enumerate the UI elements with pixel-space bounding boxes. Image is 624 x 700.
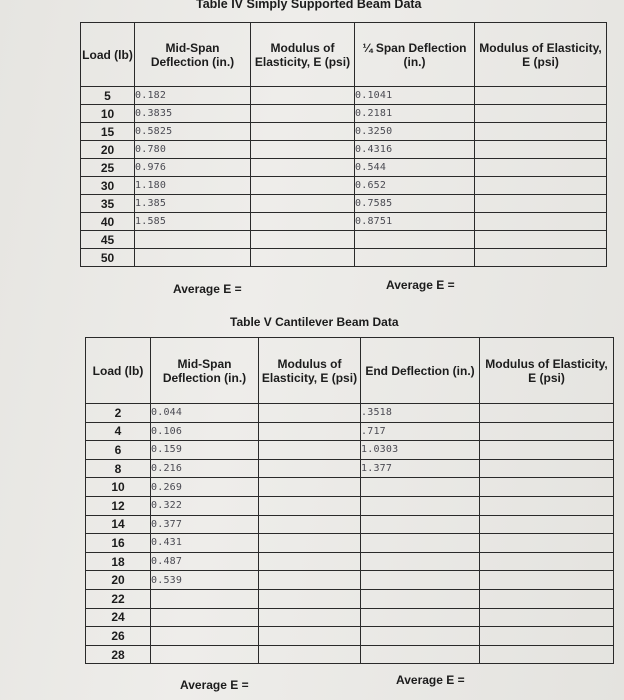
modulus-cell (480, 534, 614, 553)
table4-average-right: Average E = (386, 278, 455, 292)
load-cell: 12 (86, 496, 151, 515)
modulus-cell (480, 608, 614, 627)
modulus-cell (475, 87, 607, 105)
mid-span-cell: 0.976 (135, 159, 251, 177)
quarter-span-cell (355, 249, 475, 267)
load-cell: 40 (81, 213, 135, 231)
load-cell: 14 (86, 515, 151, 534)
mid-span-cell: 1.585 (135, 213, 251, 231)
end-deflection-cell: .717 (361, 422, 480, 441)
load-cell: 22 (86, 589, 151, 608)
modulus-cell (259, 496, 361, 515)
quarter-span-cell: 0.4316 (355, 141, 475, 159)
cantilever-beam-table (85, 337, 614, 664)
table-row (81, 159, 607, 177)
mid-span-cell: 0.780 (135, 141, 251, 159)
end-deflection-cell (361, 552, 480, 571)
header-modulus: Modulus of Elasticity, E (psi) (259, 338, 361, 404)
quarter-span-cell: 0.652 (355, 177, 475, 195)
table5-title: Table V Cantilever Beam Data (230, 315, 399, 329)
quarter-span-cell: 0.544 (355, 159, 475, 177)
mid-span-cell: 0.159 (151, 441, 259, 460)
table-row (86, 645, 614, 664)
header-load: Load (lb) (81, 23, 135, 87)
modulus-cell (259, 515, 361, 534)
modulus-cell (480, 478, 614, 497)
mid-span-cell (151, 627, 259, 646)
load-cell: 25 (81, 159, 135, 177)
modulus-cell (480, 515, 614, 534)
modulus-cell (251, 213, 355, 231)
modulus-cell (480, 404, 614, 423)
end-deflection-cell (361, 496, 480, 515)
simply-supported-beam-table (80, 22, 607, 267)
table5-average-left: Average E = (180, 678, 249, 692)
mid-span-cell: 0.216 (151, 459, 259, 478)
table-row (81, 123, 607, 141)
mid-span-cell: 0.044 (151, 404, 259, 423)
load-cell: 16 (86, 534, 151, 553)
load-cell: 45 (81, 231, 135, 249)
header-modulus: Modulus of Elasticity, E (psi) (475, 23, 607, 87)
modulus-cell (251, 105, 355, 123)
quarter-span-cell: 0.1041 (355, 87, 475, 105)
load-cell: 50 (81, 249, 135, 267)
table-row (81, 195, 607, 213)
table-row (86, 589, 614, 608)
modulus-cell (480, 645, 614, 664)
end-deflection-cell: .3518 (361, 404, 480, 423)
modulus-cell (259, 441, 361, 460)
table-row (86, 627, 614, 646)
table-row (81, 213, 607, 231)
table-row (86, 404, 614, 423)
modulus-cell (259, 552, 361, 571)
modulus-cell (251, 249, 355, 267)
modulus-cell (259, 645, 361, 664)
modulus-cell (475, 213, 607, 231)
load-cell: 10 (81, 105, 135, 123)
modulus-cell (480, 571, 614, 590)
modulus-cell (259, 478, 361, 497)
table4-average-left: Average E = (173, 282, 242, 296)
modulus-cell (259, 589, 361, 608)
end-deflection-cell (361, 571, 480, 590)
mid-span-cell: 0.431 (151, 534, 259, 553)
table-row (86, 571, 614, 590)
mid-span-cell (151, 608, 259, 627)
mid-span-cell: 0.269 (151, 478, 259, 497)
mid-span-cell (135, 249, 251, 267)
end-deflection-cell (361, 627, 480, 646)
end-deflection-cell (361, 645, 480, 664)
modulus-cell (251, 177, 355, 195)
header-mid-span: Mid-Span Deflection (in.) (151, 338, 259, 404)
modulus-cell (475, 105, 607, 123)
modulus-cell (259, 459, 361, 478)
modulus-cell (480, 441, 614, 460)
modulus-cell (259, 422, 361, 441)
table4-title: Table IV Simply Supported Beam Data (196, 0, 422, 11)
table-row (81, 141, 607, 159)
load-cell: 24 (86, 608, 151, 627)
modulus-cell (251, 159, 355, 177)
table-row (86, 552, 614, 571)
modulus-cell (251, 87, 355, 105)
load-cell: 20 (86, 571, 151, 590)
modulus-cell (251, 141, 355, 159)
table-row (86, 422, 614, 441)
header-modulus: Modulus of Elasticity, E (psi) (480, 338, 614, 404)
quarter-span-cell (355, 231, 475, 249)
modulus-cell (480, 627, 614, 646)
modulus-cell (480, 422, 614, 441)
quarter-span-cell: 0.7585 (355, 195, 475, 213)
header-end-deflection: End Deflection (in.) (361, 338, 480, 404)
end-deflection-cell: 1.377 (361, 459, 480, 478)
end-deflection-cell: 1.0303 (361, 441, 480, 460)
end-deflection-cell (361, 534, 480, 553)
end-deflection-cell (361, 608, 480, 627)
table-row (86, 515, 614, 534)
table-row (81, 105, 607, 123)
modulus-cell (251, 231, 355, 249)
mid-span-cell (135, 231, 251, 249)
quarter-span-cell: 0.3250 (355, 123, 475, 141)
modulus-cell (475, 159, 607, 177)
modulus-cell (475, 123, 607, 141)
end-deflection-cell (361, 589, 480, 608)
load-cell: 20 (81, 141, 135, 159)
table-row (86, 441, 614, 460)
modulus-cell (475, 195, 607, 213)
table-row (81, 87, 607, 105)
end-deflection-cell (361, 478, 480, 497)
mid-span-cell: 0.487 (151, 552, 259, 571)
load-cell: 5 (81, 87, 135, 105)
modulus-cell (259, 627, 361, 646)
mid-span-cell: 0.539 (151, 571, 259, 590)
quarter-span-cell: 0.2181 (355, 105, 475, 123)
mid-span-cell: 0.182 (135, 87, 251, 105)
header-load: Load (lb) (86, 338, 151, 404)
load-cell: 35 (81, 195, 135, 213)
table-row (86, 478, 614, 497)
modulus-cell (475, 141, 607, 159)
load-cell: 18 (86, 552, 151, 571)
modulus-cell (480, 589, 614, 608)
load-cell: 30 (81, 177, 135, 195)
mid-span-cell: 0.5825 (135, 123, 251, 141)
table-row (81, 249, 607, 267)
mid-span-cell (151, 645, 259, 664)
modulus-cell (251, 123, 355, 141)
load-cell: 8 (86, 459, 151, 478)
load-cell: 6 (86, 441, 151, 460)
table-row (81, 231, 607, 249)
load-cell: 4 (86, 422, 151, 441)
modulus-cell (251, 195, 355, 213)
modulus-cell (475, 177, 607, 195)
table-row (86, 496, 614, 515)
end-deflection-cell (361, 515, 480, 534)
table-row (86, 534, 614, 553)
modulus-cell (259, 571, 361, 590)
mid-span-cell: 1.385 (135, 195, 251, 213)
table-row (81, 177, 607, 195)
table5-average-right: Average E = (396, 673, 465, 687)
mid-span-cell: 0.106 (151, 422, 259, 441)
modulus-cell (475, 249, 607, 267)
quarter-span-cell: 0.8751 (355, 213, 475, 231)
modulus-cell (480, 496, 614, 515)
header-quarter-span: ¼ Span Deflection (in.) (355, 23, 475, 87)
header-mid-span: Mid-Span Deflection (in.) (135, 23, 251, 87)
modulus-cell (259, 534, 361, 553)
header-modulus: Modulus of Elasticity, E (psi) (251, 23, 355, 87)
table-row (86, 608, 614, 627)
modulus-cell (475, 231, 607, 249)
modulus-cell (259, 608, 361, 627)
table-row (86, 459, 614, 478)
mid-span-cell: 0.322 (151, 496, 259, 515)
modulus-cell (259, 404, 361, 423)
mid-span-cell: 0.3835 (135, 105, 251, 123)
modulus-cell (480, 552, 614, 571)
mid-span-cell (151, 589, 259, 608)
mid-span-cell: 0.377 (151, 515, 259, 534)
mid-span-cell: 1.180 (135, 177, 251, 195)
load-cell: 28 (86, 645, 151, 664)
load-cell: 26 (86, 627, 151, 646)
load-cell: 15 (81, 123, 135, 141)
load-cell: 2 (86, 404, 151, 423)
modulus-cell (480, 459, 614, 478)
load-cell: 10 (86, 478, 151, 497)
